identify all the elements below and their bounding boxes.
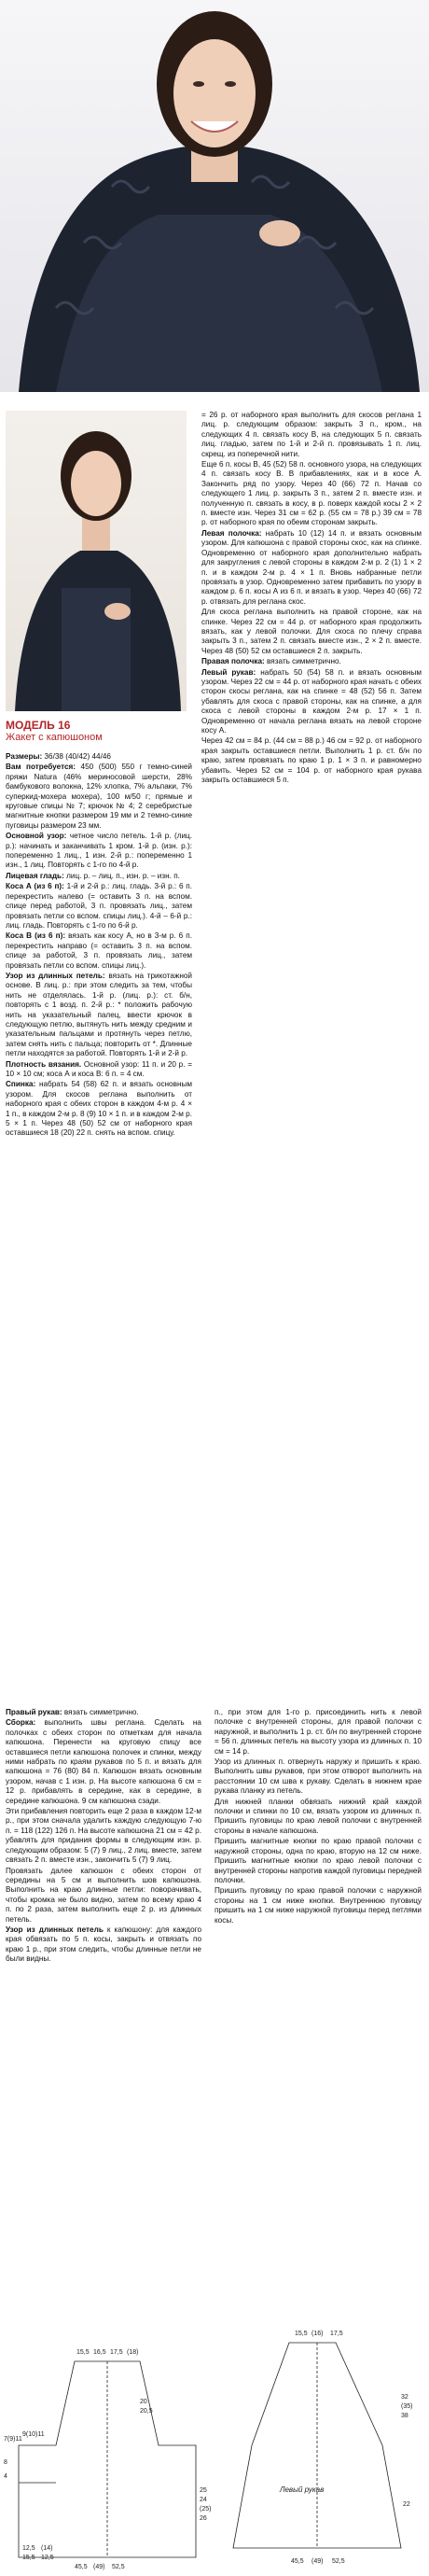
thumbnail-photo [6, 411, 187, 711]
instruction-heading: Спинка: [6, 1080, 36, 1089]
sleeve-dim-8: 45,5 [291, 2558, 304, 2565]
instruction-text: 1-й и 2-й р.: лиц. гладь. 3-й р.: 6 п. перекрестить налево (= оставить 3 п. на вспом. спице перед работой, 3 п. провязать лиц., затем провязать петли со вспом. спицы лиц.). 4-й – 6-й р.: лиц. гладь. Повторять с 1-го по 6-й р. [6, 882, 192, 930]
instruction-heading: Узор из длинных петель: [6, 971, 105, 980]
instruction-text: набрать 54 (58) 62 п. и вязать основным узором. Для скосов реглана выполнить от наборного края с обеих сторон в каждом 4-м р. 4 × 1 п., в каждом 2-м р. 8 (9) 10 × 1 п. и в каждом 2-м р. 5 × 1 п. Через 48 (50) 52 см от наборного края оставшиеся 18 (20) 22 п. снять на вспом. спицу. [6, 1080, 192, 1138]
instruction-paragraph [6, 763, 192, 831]
instruction-text: = 26 р. от наборного края выполнить для скосов реглана 1 лиц. р. следующим образом: закрыть 3 п., кром., на следующих 4 п. связать косу В, на следующих 5 п. связать лиц. гладью, затем по 1-й и 2-й п. провязывать 1 п. лиц. скрещ. из поперечной нити. [201, 411, 422, 458]
sleeve-dim-9: (49) [311, 2558, 324, 2565]
back-dim-2: 16,5 [93, 2349, 106, 2356]
instruction-text: п., при этом для 1-го р. присоединить нить к левой полочке с внутренней стороны, для правой полочки с наружной, и выполнить 1 р. ст. б/н по внутренней стороне = 56 п. длинных петель на высоту узора из длинных п. 10 см = 14 р. [214, 1708, 422, 1756]
front-dim-4: 9(10)11 [22, 2431, 45, 2438]
instruction-text: четное число петель. 1-й р. (лиц. р.): начинать и заканчивать 1 кром. 1-й р. (изн. р.): попеременно 1 лиц., 1 изн. 2-й р.: попеременно 1 изн., 1 лиц. Повторять с 1-го по 4-й р. [6, 832, 192, 870]
front-dim-3: 4 [4, 2473, 7, 2480]
back-dim-10: 26 [200, 2515, 207, 2522]
instruction-paragraph [214, 1886, 422, 1925]
sleeve-dim-7: 22 [403, 2501, 410, 2508]
back-dim-9: (25) [200, 2506, 212, 2513]
instruction-heading: Вам потребуется: [6, 763, 76, 772]
instructions-column-left [6, 752, 192, 1695]
instruction-text: вязать симметрично. [264, 657, 341, 666]
instruction-heading: Коса А (из 6 п): [6, 882, 64, 891]
sleeve-dim-3: 17,5 [330, 2331, 343, 2337]
front-dim-6: (14) [41, 2545, 53, 2552]
instruction-paragraph [214, 1798, 422, 1837]
instruction-paragraph [201, 460, 422, 528]
instruction-text: Узор из длинных п. отвернуть наружу и пришить к краю. Выполнить швы рукавов, при этом отворот выполнить на расстоянии 10 см шва к рукаву. Сделать в нижнем крае рукава планку из петель. [214, 1757, 422, 1796]
instruction-text: вязать симметрично. [62, 1708, 139, 1716]
instructions-column-bottom-left [6, 1708, 201, 2287]
pattern-schemes [0, 2305, 429, 2571]
instruction-heading: Правая полочка: [201, 657, 265, 666]
instruction-text: Эти прибавления повторить еще 2 раза в каждом 12-м р., при этом сначала удалить каждую следующую 7-ю п. = 118 (122) 126 п. На высоте капюшона 21 см = 42 р. убавлять для придания формы в следующим изн. р. следующим образом: 5 (7) 9 лиц., 2 лиц. вместе, затем связать 2 п. вместе изн., закончить 5 (7) 9 лиц. [6, 1807, 201, 1865]
back-dim-7: 25 [200, 2487, 207, 2494]
instruction-heading: Плотность вязания. [6, 1059, 82, 1069]
model-heading [6, 719, 187, 744]
instruction-text: набрать 10 (12) 14 п. и вязать основным узором. Для капюшона с правой стороны скос, как на спинке. Одновременно от наборного края дополнительно набрать для закругления с левой стороны в каждом 2-м р. 2 (1) 1 × 2 п. и в каждом 2-м р. 4 × 1 п. Вновь набранные петли провязать в узор. Одновременно затем прибавить по узору в каждом р. 6 п. косы А из 6 п. и вязать в узор. Через 40 (66) 72 р. отвязать для реглана скос. [201, 528, 422, 606]
sleeve-dim-1: 15,5 [295, 2331, 308, 2337]
instruction-heading: Коса В (из 6 п): [6, 931, 66, 941]
sleeve-dim-4: 32 [401, 2394, 408, 2401]
back-dim-13: 52,5 [112, 2564, 125, 2570]
instruction-text: Еще 6 п. косы В, 45 (52) 58 п. основного узора, на следующих 4 п. связать косу В. В прибавлениях, как и в косе А. Закончить ряд по узору. Через 40 (66) 72 п. Начав со следующего 1 лиц. р. закрыть 3 п., затем 2 п. вместе изн. и полученную п. связать в косу, в р. поверх каждой косы 2 × 2 п. вместе изн. Через 31 см = 62 р. (55 см = 78 р.) 39 см = 78 р. от наборного края по обеим сторонам закрыть. [201, 460, 422, 527]
front-dim-8: 12,5 [41, 2555, 54, 2561]
sleeve-dim-6: 38 [401, 2413, 408, 2419]
instructions-column-bottom-right [214, 1708, 422, 2287]
instruction-paragraph [214, 1757, 422, 1797]
instruction-paragraph [6, 972, 192, 1059]
back-dim-3: 17,5 [110, 2349, 123, 2356]
back-dim-11: 45,5 [75, 2564, 88, 2570]
front-dim-1: 7(9)11 [4, 2436, 22, 2443]
instruction-paragraph [201, 529, 422, 607]
back-dim-8: 24 [200, 2497, 207, 2503]
instruction-paragraph [6, 872, 192, 881]
back-dim-6: 20,5 [140, 2408, 153, 2415]
instruction-paragraph [201, 736, 422, 785]
instruction-text: Для нижней планки обвязать нижний край каждой полочки и спинки по 10 см, вязать узором из длинных п. Пришить пуговицы по краю левой полочки с внутренней стороны в начале капюшона. [214, 1797, 422, 1835]
instruction-paragraph [6, 1718, 201, 1806]
back-dim-12: (49) [93, 2564, 105, 2570]
instruction-paragraph [6, 752, 192, 762]
model-photo-illustration [0, 0, 429, 392]
instruction-paragraph [6, 931, 192, 971]
instruction-paragraph [6, 1807, 201, 1865]
instruction-paragraph [6, 1708, 201, 1717]
instruction-text: 36/38 (40/42) 44/46 [42, 752, 111, 761]
instruction-paragraph [214, 1708, 422, 1757]
instruction-paragraph [6, 1080, 192, 1138]
sleeve-dim-2: (16) [311, 2331, 324, 2337]
instruction-paragraph [201, 608, 422, 656]
instruction-heading: Сборка: [6, 1718, 36, 1728]
instruction-paragraph [201, 657, 422, 666]
instruction-text: вязать на трикотажной основе. В лиц. р.: при этом следить за тем, чтобы нить не отделялась. 1-й р. (лиц. р.): ст. б/н, повторять с 1 возд. п. 2-й р.: * положить рабочую нить на указательный палец, ввести крючок в следующую петлю, вытянуть нить между средним и указательным пальцами и протянуть через петлю, затем снять нить с пальца; повторить от *. Длинные петли находятся за работой. Повторять 1-й и 2-й р. [6, 971, 192, 1058]
instruction-paragraph [6, 832, 192, 871]
sleeve-dim-5: (35) [401, 2403, 413, 2410]
instruction-text: Пришить магнитные кнопки по краю правой полочки с наружной стороны, одна по краю, вторую на 12 см ниже. Пришить магнитные кнопки по краю левой полочки с внутренней стороны напротив каждой пуговицы передней полочки. [214, 1837, 422, 1884]
instruction-heading: Левая полочка: [201, 528, 262, 538]
back-front-scheme [19, 2361, 196, 2557]
instruction-heading: Левый рукав: [201, 667, 256, 677]
instruction-heading: Основной узор: [6, 832, 67, 841]
instruction-paragraph [214, 1837, 422, 1885]
instruction-paragraph [201, 411, 422, 459]
instructions-column-right [201, 411, 422, 1695]
model-title: МОДЕЛЬ 16 [6, 719, 71, 732]
instruction-heading: Узор из длинных петель [6, 1925, 104, 1934]
instruction-heading: Лицевая гладь: [6, 871, 64, 880]
instruction-paragraph [201, 668, 422, 736]
front-dim-2: 8 [4, 2459, 7, 2466]
model-thumbnail-illustration [6, 411, 187, 711]
instruction-text: Провязать далее капюшон с обеих сторон от середины на 5 см и выполнить шов капюшона. Выполнить на краю длинные петли: поворачивать, чтобы кромка не было видно, затем по всему краю 4 п. по 2 раза, затем выполнить еще 2 р. из длинных петель. [6, 1866, 201, 1924]
instruction-paragraph [6, 1925, 201, 1965]
instruction-text: к капюшону: для каждого края обвязать по 5 п. косы, закрыть и отвязать по краю 1 р., при этом следить, чтобы длинные петли не были видны. [6, 1925, 201, 1964]
back-dim-5: 20 [140, 2399, 147, 2405]
sleeve-scheme [233, 2343, 401, 2548]
instruction-text: Пришить пуговицу по краю правой полочки с наружной стороны на 1 см ниже кнопки. Внутреннюю пуговицу пришить на 1 см ниже наружной пуговицы перед петлями косы. [214, 1886, 422, 1925]
instruction-text: Для скоса реглана выполнить на правой стороне, как на спинке. Через 22 см = 44 р. от наборного края продолжить вязать, как у левой полочки. Для скоса по плечу справа закрыть 3 п., затем 2 п. связать вместе изн., 2 × 2 п. вместе. Через 48 (50) 52 см оставшиеся 2 п. закрыть. [201, 608, 422, 655]
back-dim-1: 15,5 [76, 2349, 90, 2356]
model-subtitle: Жакет с капюшоном [6, 732, 103, 743]
instruction-text: выполнить швы реглана. Сделать на полочках с обеих сторон по отметкам для начала капюшона. Перенести на круговую спицу все оставшиеся петли капюшона полочек и спинки, между ними набрать по краям рукавов по 5 п. и вязать для капюшона = 76 (80) 84 п. Капюшон вязать основным узором, начав с 1 изн. р. На высоте капюшона 6 см = 12 р. прибавлять в середине, как в середине, в середине капюшона. 9 см капюшона сзади. [6, 1718, 201, 1805]
instruction-text: вязать как косу А, но в 3-м р. 6 п. перекрестить направо (= оставить 3 п. на вспом. спице за работой, 3 п. провязать лиц., затем провязать петли со вспом. спицы лиц.). [6, 931, 192, 970]
instruction-text: Основной узор: 11 п. и 20 р. = 10 × 10 см; коса А и коса В: 6 п. = 4 см. [6, 1059, 192, 1078]
instruction-paragraph [6, 882, 192, 931]
front-dim-5: 12,5 [22, 2545, 35, 2552]
instruction-text: Через 42 см = 84 р. (44 см = 88 р.) 46 см = 92 р. от наборного края закрыть оставшиеся петли. Выполнить 1 р. ст. б/н по краю, затем провязать по краю 1 р. 1 × 3 п. и равномерно убавить. Через 52 см = 104 р. от наборного края рукава закрыть оставшиеся 5 п. [201, 736, 422, 785]
instruction-paragraph [6, 1867, 201, 1925]
schemes-svg [0, 2305, 429, 2571]
front-dim-7: 15,5 [22, 2555, 35, 2561]
instruction-heading: Размеры: [6, 752, 43, 761]
back-dim-4: (18) [127, 2349, 139, 2356]
instruction-text: набрать 50 (54) 58 п. и вязать основным узором. Через 22 см = 44 р. от наборного края начать с обеих сторон скосы реглана, как на спинке = 48 (52) 56 п. Затем убавлять для скоса с правой стороны, как на спинке, а для скоса с левой стороны в каждом 2-м р. 17 × 1 п. Одновременно от начала реглана вязать на левой стороне косу А. [201, 667, 422, 735]
instruction-heading: Правый рукав: [6, 1708, 62, 1716]
sleeve-label: Левый рукав [280, 2485, 325, 2494]
sleeve-dim-10: 52,5 [332, 2558, 345, 2565]
instruction-text: 450 (500) 550 г темно-синей пряжи Natura (46% мериносовой шерсти, 28% бамбукового волокна, 12% хлопка, 7% альпаки, 7% суперкид-мохера мохера), 100 м/50 г; прямые и круговые спицы № 7; крючок № 4; 2 серебристые магнитные кнопки размером 19 мм и 2 темно-синие пуговицы размером 23 мм. [6, 763, 192, 830]
instruction-text: лиц. р. – лиц. п., изн. р. – изн. п. [63, 871, 180, 880]
instruction-paragraph [6, 1060, 192, 1080]
hero-photo [0, 0, 429, 392]
